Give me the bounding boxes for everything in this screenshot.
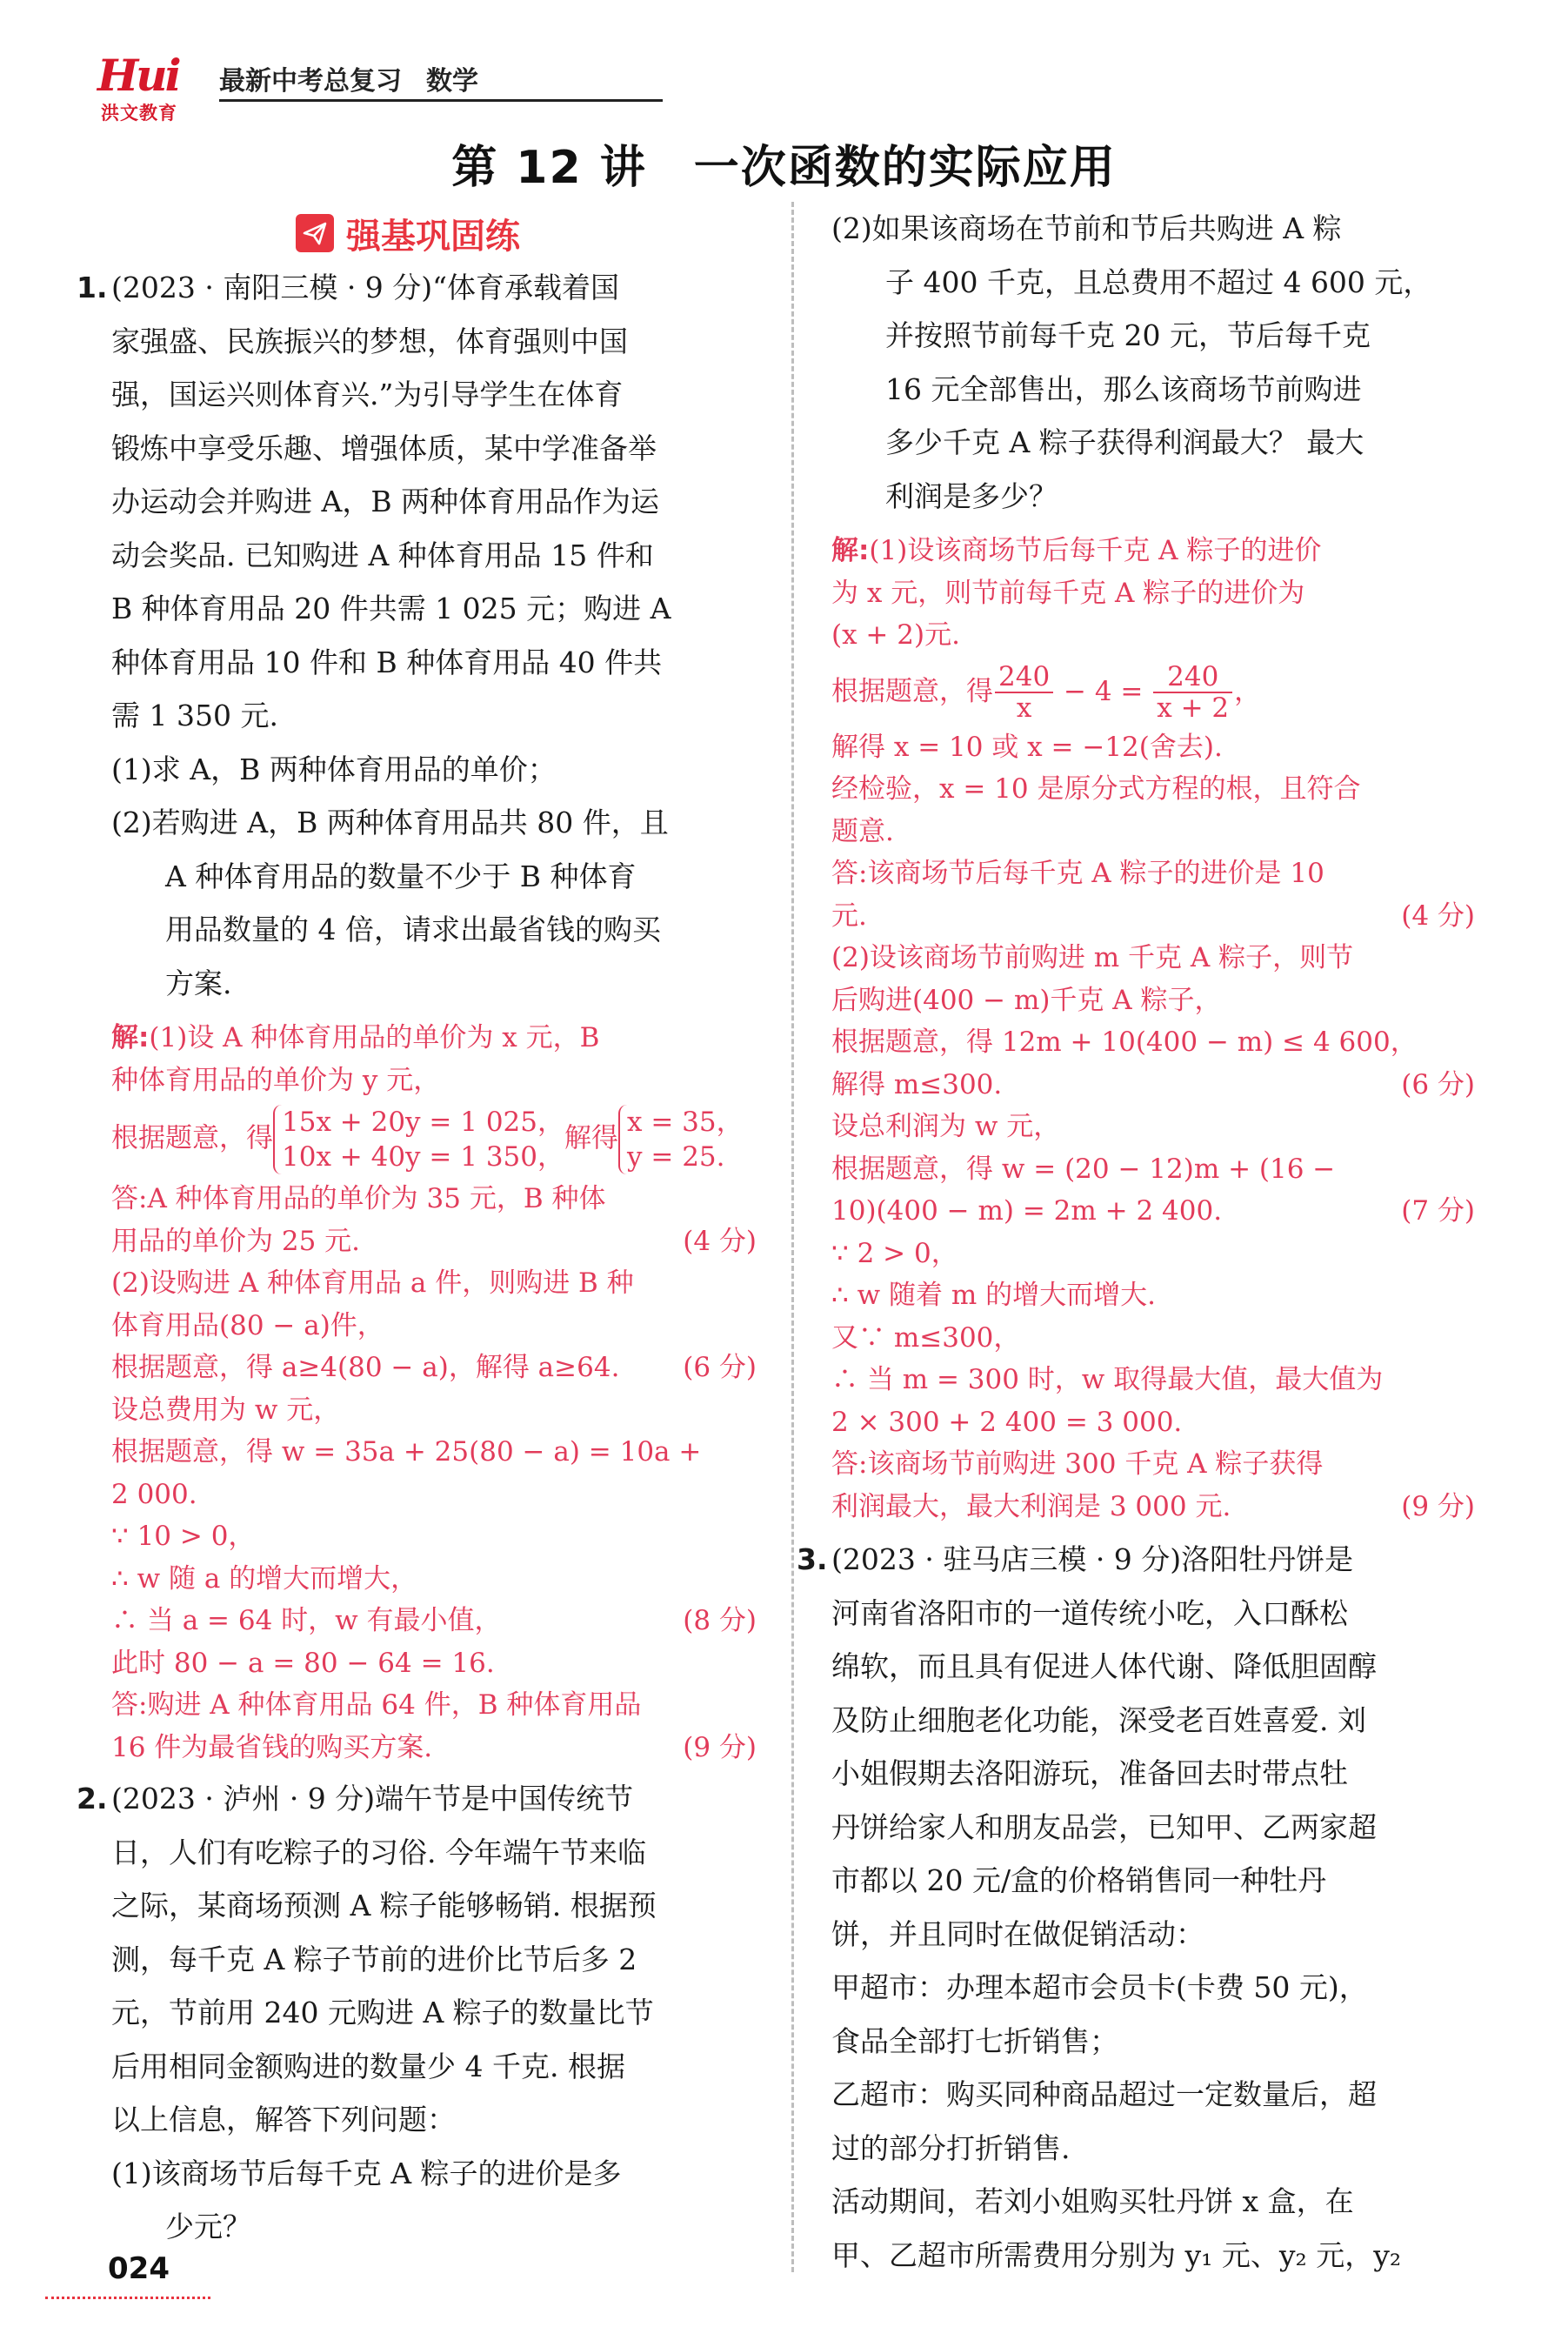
- q1-line: 强，国运兴则体育兴.”为引导学生在体育: [111, 378, 624, 411]
- question-1: [77, 261, 757, 1769]
- q3-line: [797, 1533, 1475, 1587]
- answer-text: 元.: [831, 899, 867, 932]
- q3-line: 绵软，而且具有促进人体代谢、降低胆固醇: [831, 1649, 1377, 1683]
- answer-text: 根据题意，得: [831, 675, 993, 707]
- score: (6 分): [683, 1352, 757, 1383]
- q3-line: 乙超市：购买同种商品超过一定数量后，超: [831, 2077, 1377, 2111]
- q3-line: 活动期间，若刘小姐购买牡丹饼 x 盒，在: [831, 2184, 1354, 2218]
- answer-text: (1)设 A 种体育用品的单价为 x 元，B: [149, 1022, 600, 1053]
- q1-sub2-line: 用品数量的 4 倍，请求出最省钱的购买: [165, 913, 661, 946]
- q3-line: 及防止细胞老化功能，深受老百姓喜爱. 刘: [831, 1702, 1366, 1737]
- q2-sub2-line: (2)如果该商场在节前和节后共购进 A 粽: [831, 211, 1342, 245]
- score: (9 分): [683, 1731, 757, 1763]
- answer-line: [831, 895, 1475, 938]
- q3-line: 小姐假期去洛阳游玩，准备回去时带点牡: [831, 1756, 1348, 1790]
- q1-line: 动会奖品. 已知购进 A 种体育用品 15 件和: [111, 538, 654, 572]
- answer-line: [111, 1220, 757, 1263]
- q1-sub1: (1)求 A，B 两种体育用品的单价；: [111, 752, 557, 786]
- q3-line: 市都以 20 元/盒的价格销售同一种牡丹: [831, 1863, 1327, 1897]
- q1-answer: [111, 1017, 757, 1769]
- q2-line: 之际，某商场预测 A 粽子能够畅销. 根据预: [111, 1889, 657, 1922]
- q2-sub2-line: 利润是多少？: [885, 478, 1058, 513]
- section-heading: [296, 209, 520, 257]
- q2-line: 元，节前用 240 元购进 A 粽子的数量比节: [111, 1996, 654, 2029]
- answer-line: 体育用品(80 − a)件，: [111, 1309, 384, 1341]
- answer-line: 答:该商场节前购进 300 千克 A 粽子获得: [831, 1448, 1324, 1480]
- q1-sub2-line: A 种体育用品的数量不少于 B 种体育: [165, 859, 637, 893]
- right-column: [797, 202, 1475, 2282]
- answer-line: 又∵ m≤300，: [831, 1321, 1021, 1354]
- fraction-numerator: 240: [995, 662, 1053, 693]
- equation: 15x + 20y = 1 025，: [282, 1107, 565, 1138]
- answer-line: [111, 1101, 757, 1178]
- answer-line: 经检验，x = 10 是原分式方程的根，且符合: [831, 773, 1361, 805]
- score: (9 分): [1401, 1490, 1475, 1522]
- answer-line: 2 × 300 + 2 400 = 3 000.: [831, 1406, 1183, 1438]
- answer-line: (x + 2)元.: [831, 619, 960, 651]
- answer-text: 解得 m≤300.: [831, 1068, 1003, 1100]
- q2-line: 后用相同金额购进的数量少 4 千克. 根据: [111, 2049, 625, 2083]
- answer-line: ∵ 2 > 0，: [831, 1237, 958, 1269]
- score: (8 分): [683, 1605, 757, 1636]
- answer-lead: 解:: [831, 535, 870, 566]
- answer-line: [111, 1017, 757, 1060]
- q2-sub1-line: (1)该商场节后每千克 A 粽子的进价是多: [111, 2156, 622, 2190]
- answer-line: ∴ w 随着 m 的增大而增大.: [831, 1280, 1156, 1311]
- answer-line: [831, 1486, 1475, 1528]
- book-title-text: 最新中考总复习: [219, 66, 402, 97]
- answer-line: [111, 1727, 757, 1769]
- answer-line: 题意.: [831, 815, 894, 847]
- answer-line: [111, 1600, 757, 1642]
- equation: y = 25.: [627, 1141, 725, 1173]
- brand-logo: Hui: [97, 50, 179, 101]
- subject-label: 数学: [426, 66, 478, 97]
- answer-line: 答:A 种体育用品的单价为 35 元，B 种体: [111, 1183, 606, 1214]
- q3-number: 3.: [797, 1542, 828, 1576]
- q1-line: B 种体育用品 20 件共需 1 025 元；购进 A: [111, 592, 671, 625]
- answer-text: 根据题意，得 a≥4(80 − a)，解得 a≥64.: [111, 1352, 620, 1383]
- answer-line: 根据题意，得 w = (20 − 12)m + (16 −: [831, 1153, 1336, 1185]
- answer-line: 设总费用为 w 元，: [111, 1394, 341, 1426]
- q3-text: (2023 · 驻马店三模 · 9 分)洛阳牡丹饼是: [831, 1542, 1354, 1576]
- left-column: [77, 261, 757, 2254]
- answer-text: 利润最大，最大利润是 3 000 元.: [831, 1490, 1231, 1522]
- score: (4 分): [1401, 899, 1475, 932]
- section-label: 强基巩固练: [346, 216, 520, 257]
- answer-line: 答:该商场节后每千克 A 粽子的进价是 10: [831, 858, 1324, 889]
- page-number-rule: [45, 2297, 210, 2299]
- q1-sub2-line: 方案.: [165, 966, 232, 1000]
- q1-line: [77, 261, 757, 315]
- answer-line: 答:购进 A 种体育用品 64 件，B 种体育用品: [111, 1689, 642, 1721]
- answer-line: ∴ 当 m = 300 时，w 取得最大值，最大值为: [831, 1364, 1384, 1395]
- equation-system: [273, 1105, 564, 1174]
- answer-text: 根据题意，得: [111, 1122, 273, 1154]
- answer-text: ∴ 当 a = 64 时，w 有最小值，: [111, 1605, 502, 1636]
- answer-line: 此时 80 − a = 80 − 64 = 16.: [111, 1647, 495, 1679]
- q3-line: 食品全部打七折销售；: [831, 2023, 1118, 2058]
- q2-line: 日，人们有吃粽子的习俗. 今年端午节来临: [111, 1835, 646, 1869]
- q1-text: (2023 · 南阳三模 · 9 分)“体育承载着国: [111, 271, 620, 304]
- answer-text: 16 件为最省钱的购买方案.: [111, 1731, 433, 1763]
- fraction: [1153, 662, 1232, 723]
- q3-line: 河南省洛阳市的一道传统小吃，入口酥松: [831, 1595, 1348, 1630]
- answer-line: 后购进(400 − m)千克 A 粽子，: [831, 984, 1222, 1016]
- answer-line: 设总利润为 w 元，: [831, 1111, 1061, 1142]
- answer-line: 2 000.: [111, 1478, 197, 1510]
- answer-line: 解得 x = 10 或 x = −12(舍去).: [831, 731, 1223, 763]
- answer-text: − 4 =: [1055, 675, 1152, 707]
- fraction-numerator: 240: [1153, 662, 1232, 693]
- book-title: [219, 59, 478, 97]
- paper-plane-icon: [296, 214, 334, 252]
- score: (7 分): [1401, 1195, 1475, 1227]
- lesson-title: 第 12 讲 一次函数的实际应用: [451, 142, 1117, 194]
- fraction-denominator: x: [1016, 692, 1032, 724]
- q2-sub2-line: 多少千克 A 粽子获得利润最大？ 最大: [885, 425, 1364, 459]
- answer-line: 根据题意，得 w = 35a + 25(80 − a) = 10a +: [111, 1436, 702, 1468]
- answer-line: [111, 1347, 757, 1389]
- q2-answer: [831, 530, 1475, 1528]
- solution-system: [618, 1105, 744, 1174]
- q2-line: 测，每千克 A 粽子节前的进价比节后多 2: [111, 1942, 637, 1976]
- answer-text: ，: [1234, 675, 1262, 707]
- q2-sub2-line: 子 400 千克，且总费用不超过 4 600 元，: [885, 264, 1432, 299]
- answer-line: 种体育用品的单价为 y 元，: [111, 1064, 441, 1096]
- answer-text: 10)(400 − m) = 2m + 2 400.: [831, 1195, 1223, 1227]
- q3-line: 饼，并且同时在做促销活动：: [831, 1916, 1204, 1951]
- equation: x = 35，: [627, 1107, 744, 1138]
- answer-line: ∵ 10 > 0，: [111, 1521, 256, 1552]
- q1-line: 种体育用品 10 件和 B 种体育用品 40 件共: [111, 645, 663, 679]
- column-divider: [791, 202, 794, 2272]
- q2-sub2-line: 16 元全部售出，那么该商场节前购进: [885, 371, 1362, 406]
- q1-line: 家强盛、民族振兴的梦想，体育强则中国: [111, 324, 628, 358]
- q1-sub2-line: (2)若购进 A，B 两种体育用品共 80 件，且: [111, 806, 669, 839]
- answer-line: (2)设购进 A 种体育用品 a 件，则购进 B 种: [111, 1267, 634, 1299]
- q3-line: 甲超市：办理本超市会员卡(卡费 50 元)，: [831, 1970, 1368, 2004]
- answer-text: 解得: [564, 1122, 619, 1154]
- answer-line: [831, 530, 1475, 572]
- header-rule: [219, 99, 663, 102]
- answer-line: [831, 657, 1475, 726]
- q1-line: 办运动会并购进 A，B 两种体育用品作为运: [111, 485, 660, 518]
- score: (4 分): [683, 1225, 757, 1257]
- question-2: [77, 1772, 757, 2254]
- fraction-denominator: x + 2: [1157, 692, 1230, 724]
- question-3: [797, 1533, 1475, 2282]
- q1-line: 锻炼中享受乐趣、增强体质，某中学准备举: [111, 431, 657, 465]
- answer-text: (1)设该商场节后每千克 A 粽子的进价: [869, 535, 1322, 566]
- q2-sub2-line: 并按照节前每千克 20 元，节后每千克: [885, 318, 1371, 352]
- q3-line: 过的部分打折销售.: [831, 2130, 1071, 2165]
- answer-line: 为 x 元，则节前每千克 A 粽子的进价为: [831, 577, 1305, 609]
- answer-line: ∴ w 随 a 的增大而增大，: [111, 1562, 418, 1595]
- answer-text: 用品的单价为 25 元.: [111, 1225, 361, 1257]
- q3-line: 甲、乙超市所需费用分别为 y₁ 元、y₂ 元，y₂: [831, 2237, 1402, 2272]
- answer-line: [831, 1064, 1475, 1107]
- score: (6 分): [1401, 1068, 1475, 1100]
- answer-line: 根据题意，得 12m + 10(400 − m) ≤ 4 600，: [831, 1026, 1418, 1058]
- fraction: [995, 662, 1053, 723]
- q1-line: 需 1 350 元.: [111, 699, 278, 732]
- answer-lead: 解:: [111, 1022, 150, 1053]
- q2-text: (2023 · 泸州 · 9 分)端午节是中国传统节: [111, 1782, 634, 1815]
- answer-line: (2)设该商场节前购进 m 千克 A 粽子，则节: [831, 942, 1354, 973]
- q3-line: 丹饼给家人和朋友品尝，已知甲、乙两家超: [831, 1809, 1377, 1844]
- q1-number: 1.: [77, 271, 108, 304]
- equation: 10x + 40y = 1 350，: [282, 1141, 565, 1173]
- q2-line: 以上信息，解答下列问题：: [111, 2103, 456, 2136]
- q2-sub1-line: 少元？: [165, 2210, 251, 2243]
- q2-line: [77, 1772, 757, 1826]
- page-number: 024: [108, 2251, 170, 2286]
- q2-number: 2.: [77, 1782, 108, 1815]
- brand-subtitle: 洪文教育: [101, 103, 177, 124]
- answer-line: [831, 1190, 1475, 1233]
